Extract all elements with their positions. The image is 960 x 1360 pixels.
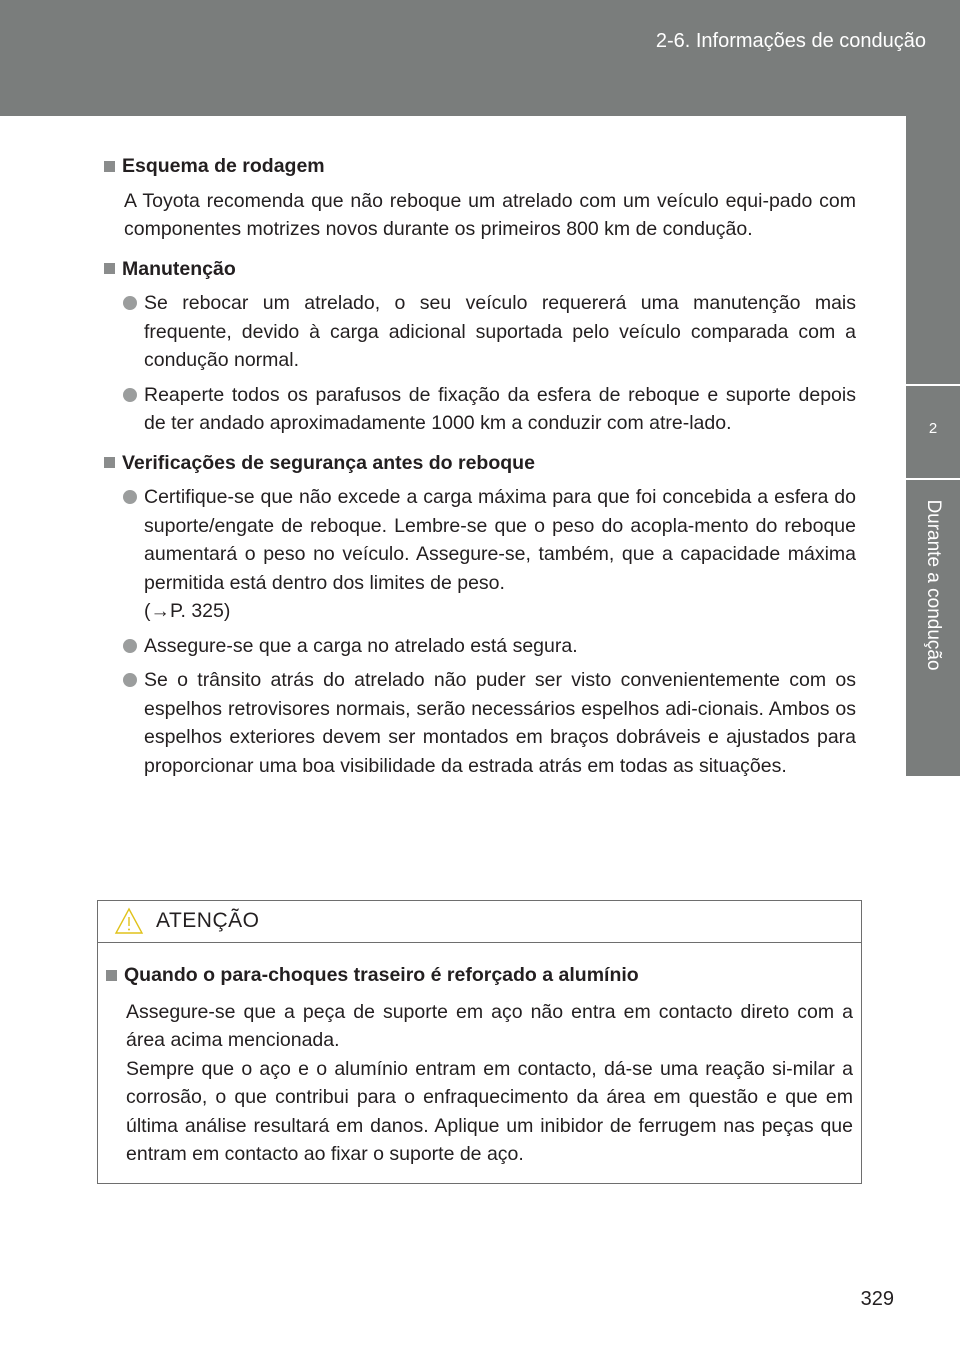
side-tab-label: Durante a condução bbox=[923, 499, 944, 671]
chapter-title: 2-6. Informações de condução bbox=[655, 30, 926, 52]
section-paragraph: A Toyota recomenda que não reboque um atrelado com um veículo equi-pado com componentes motrizes novos durante os primeiros 800 km de condução. bbox=[124, 189, 856, 240]
section-title-text: Esquema de rodagem bbox=[122, 155, 325, 177]
bullet-text: Reaperte todos os parafusos de fixação da esfera de reboque e suporte depois de ter andado aproximadamente 1000 km a conduzir com atre-lado. bbox=[144, 383, 856, 434]
warning-section-title-text: Quando o para-choques traseiro é reforçado a alumínio bbox=[124, 964, 639, 986]
bullet-item bbox=[104, 483, 856, 626]
warning-box bbox=[97, 900, 862, 1184]
bullet-text: Certifique-se que não excede a carga máxima para que foi concebida a esfera do suporte/engate de reboque. Lembre-se que o peso do acopla-mento do reboque aumentará o peso no veículo. Assegure-se, também, que a capacidade máxima permitida está dentro dos limites de peso. bbox=[144, 486, 856, 594]
square-marker-icon bbox=[104, 161, 115, 172]
warning-paragraph-2: Sempre que o aço e o alumínio entram em contacto, dá-se uma reação si-milar a corrosão, o que contribui para o enfraquecimento da área em questão e que em última análise resultará em danos. Aplique um inibidor de ferrugem nas peças que entram em contacto ao fixar o suporte de aço. bbox=[126, 1057, 853, 1165]
warning-section-title bbox=[106, 961, 853, 990]
page-reference: (→P. 325) bbox=[144, 600, 231, 622]
section-title-esquema bbox=[104, 152, 856, 181]
bullet-text: Se o trânsito atrás do atrelado não puder ser visto convenientemente com os espelhos retrovisores normais, serão necessários espelhos adi-cionais. Ambos os espelhos exteriores devem ser montados em braços dobráveis e ajustados para proporcionar uma boa visibilidade da estrada atrás em todas as situações. bbox=[144, 669, 856, 777]
warning-header bbox=[98, 901, 861, 943]
bullet-dot-icon bbox=[123, 639, 137, 653]
warning-paragraph-1: Assegure-se que a peça de suporte em aço não entra em contacto direto com a área acima mencionada. bbox=[126, 1000, 853, 1051]
side-tab-number: 2 bbox=[928, 420, 938, 437]
warning-paragraph bbox=[126, 998, 853, 1169]
square-marker-icon bbox=[104, 457, 115, 468]
bullet-dot-icon bbox=[123, 388, 137, 402]
warning-triangle-icon bbox=[114, 907, 144, 935]
bullet-item bbox=[104, 381, 856, 438]
main-content bbox=[104, 152, 856, 780]
section-title-manutencao bbox=[104, 255, 856, 284]
bullet-item bbox=[104, 666, 856, 780]
bullet-dot-icon bbox=[123, 490, 137, 504]
bullet-item bbox=[104, 289, 856, 375]
bullet-dot-icon bbox=[123, 673, 137, 687]
warning-body bbox=[98, 943, 861, 1169]
side-tab-top-block bbox=[906, 116, 960, 384]
page-number: 329 bbox=[860, 1288, 894, 1310]
square-marker-icon bbox=[104, 263, 115, 274]
square-marker-icon bbox=[106, 970, 117, 981]
section-title-text: Manutenção bbox=[122, 257, 236, 280]
warning-title: ATENÇÃO bbox=[156, 909, 260, 932]
bullet-dot-icon bbox=[123, 296, 137, 310]
bullet-text: Assegure-se que a carga no atrelado está segura. bbox=[144, 634, 578, 657]
bullet-text: Se rebocar um atrelado, o seu veículo requererá uma manutenção mais frequente, devido à carga adicional suportada pelo veículo comparada com a condução normal. bbox=[144, 292, 856, 371]
page-header bbox=[0, 0, 960, 116]
side-tab bbox=[906, 116, 960, 1360]
section-title-verificacoes bbox=[104, 449, 856, 478]
bullet-item bbox=[104, 632, 856, 661]
section-title-text: Verificações de segurança antes do reboque bbox=[122, 451, 535, 474]
